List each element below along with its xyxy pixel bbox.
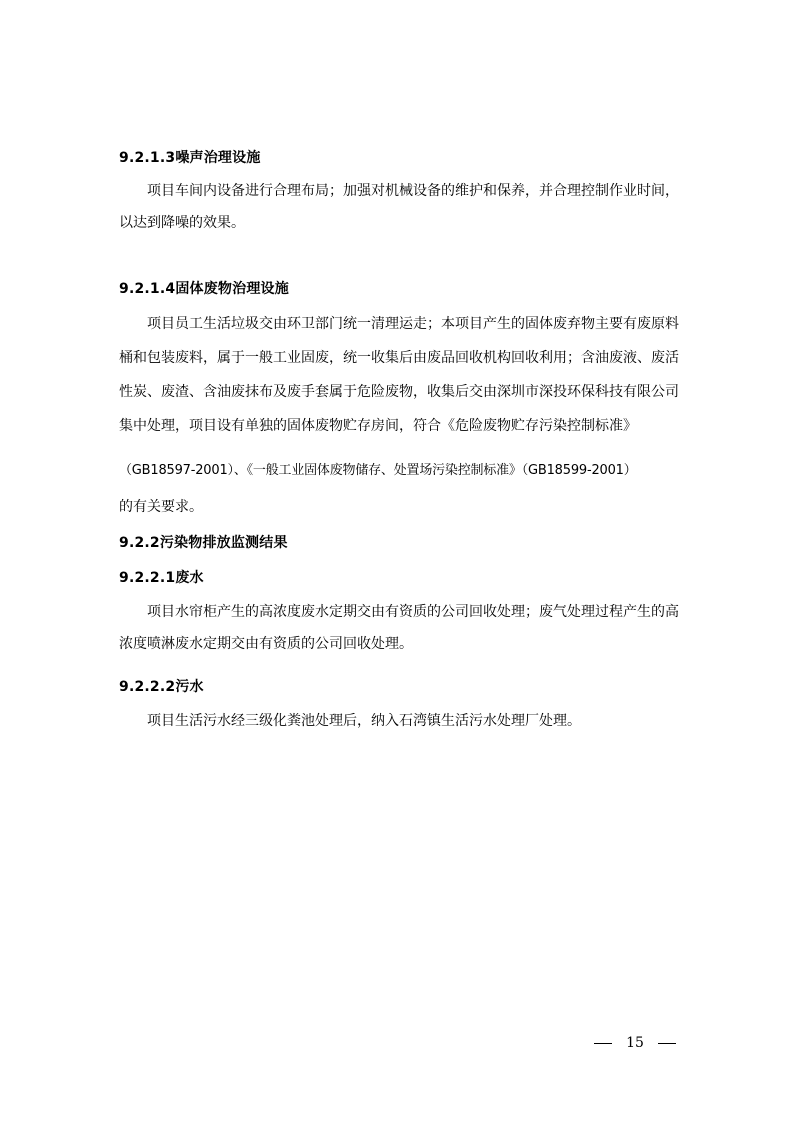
section-heading-solid-waste: 9.2.1.4固体废物治理设施: [119, 281, 289, 297]
section-heading-noise: 9.2.1.3噪声治理设施: [119, 150, 261, 166]
page-footer: [594, 1033, 676, 1053]
closing-line: 的有关要求。: [119, 499, 203, 515]
dash-right-icon: [658, 1043, 676, 1044]
paragraph-solid-waste: 项目员工生活垃圾交由环卫部门统一清理运走；本项目产生的固体废弃物主要有废原料桶和包装废料，属于一般工业固废，统一收集后由废品回收机构回收利用；含油废液、废活性炭、废渣、含油废抹布及废手套属于危险废物，收集后交由深圳市深投环保科技有限公司集中处理，项目设有单独的固体废物贮存房间，符合《危险废物贮存污染控制标准》: [119, 316, 679, 434]
paragraph-wastewater: 项目水帘柜产生的高浓度废水定期交由有资质的公司回收处理；废气处理过程产生的高浓度喷淋废水定期交由有资质的公司回收处理。: [119, 604, 679, 652]
page-number: 15: [626, 1035, 644, 1051]
paragraph-sewage: 项目生活污水经三级化粪池处理后，纳入石湾镇生活污水处理厂处理。: [147, 713, 581, 729]
dash-left-icon: [594, 1043, 612, 1044]
paragraph-noise: 项目车间内设备进行合理布局；加强对机械设备的维护和保养，并合理控制作业时间，以达到降噪的效果。: [119, 183, 679, 231]
section-heading-monitoring: 9.2.2污染物排放监测结果: [119, 535, 288, 551]
standards-line: （GB18597-2001）、《一般工业固体废物储存、处置场污染控制标准》（GB18599-2001）: [119, 463, 637, 478]
section-heading-wastewater: 9.2.2.1废水: [119, 570, 204, 586]
section-heading-sewage: 9.2.2.2污水: [119, 679, 204, 695]
